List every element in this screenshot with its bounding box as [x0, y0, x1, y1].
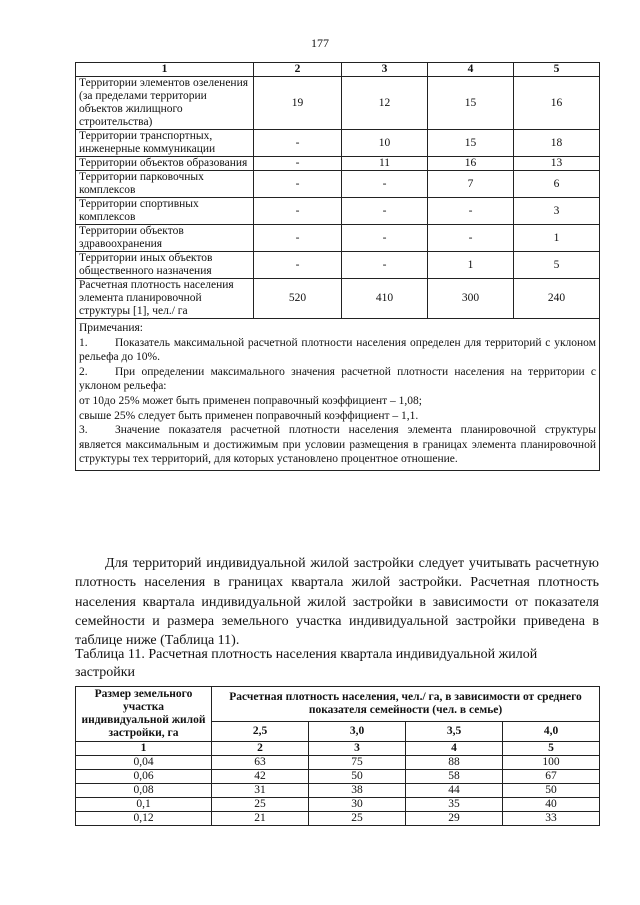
table-cell: -	[342, 171, 428, 198]
table-row	[76, 756, 600, 770]
density-by-plot-table	[75, 686, 600, 826]
note-text: Показатель максимальной расчетной плотности населения определен для территорий с уклоном рельефа до 10%.	[79, 336, 596, 364]
table-cell: 100	[503, 756, 600, 770]
table-cell: 50	[309, 770, 406, 784]
note-2	[79, 365, 596, 394]
table-cell: -	[254, 225, 342, 252]
table-cell: 2	[212, 742, 309, 756]
table-cell: 50	[503, 784, 600, 798]
row-label: Расчетная плотность населения элемента планировочной структуры [1], чел./ га	[76, 279, 254, 319]
table-cell: 44	[406, 784, 503, 798]
table-cell: -	[254, 130, 342, 157]
table-cell: 3	[514, 198, 600, 225]
header-cell: 3,0	[309, 722, 406, 742]
table-row	[76, 770, 600, 784]
table-row	[76, 198, 600, 225]
table-row	[76, 130, 600, 157]
row-label: Территории иных объектов общественного назначения	[76, 252, 254, 279]
header-cell: 4	[428, 63, 514, 77]
table-row	[76, 225, 600, 252]
note-2b: свыше 25% следует быть применен поправочный коэффициент – 1,1.	[79, 409, 419, 422]
header-cell: 4,0	[503, 722, 600, 742]
table-cell: 0,06	[76, 770, 212, 784]
row-label: Территории объектов здравоохранения	[76, 225, 254, 252]
table-cell: 15	[428, 130, 514, 157]
row-label: Территории объектов образования	[76, 157, 254, 171]
table-cell: 29	[406, 812, 503, 826]
note-number: 3.	[79, 424, 88, 437]
table-cell: 58	[406, 770, 503, 784]
table-cell: 3	[309, 742, 406, 756]
table-row	[76, 252, 600, 279]
table-row	[76, 798, 600, 812]
table-cell: 0,1	[76, 798, 212, 812]
table-cell: 21	[212, 812, 309, 826]
table-cell: 7	[428, 171, 514, 198]
table-cell: -	[254, 252, 342, 279]
table-cell: 35	[406, 798, 503, 812]
row-label: Территории элементов озеленения (за пределами территории объектов жилищного строительства)	[76, 77, 254, 130]
note-1	[79, 336, 596, 365]
page-number: 177	[311, 36, 329, 50]
table-cell: 11	[342, 157, 428, 171]
table-cell: 63	[212, 756, 309, 770]
note-number: 1.	[79, 336, 88, 349]
table-cell: 4	[406, 742, 503, 756]
table-cell: 1	[428, 252, 514, 279]
table-cell: 410	[342, 279, 428, 319]
table-row	[76, 279, 600, 319]
table-cell: 88	[406, 756, 503, 770]
table-cell: 300	[428, 279, 514, 319]
table-cell: 18	[514, 130, 600, 157]
table-cell: -	[254, 198, 342, 225]
note-text: Значение показателя расчетной плотности населения элемента планировочной структуры является максимальным и достижимым при условии размещения в границах элемента планировочной структуры тех территорий, для которых установлено процентное отношение.	[79, 424, 596, 466]
table-cell: 240	[514, 279, 600, 319]
table-cell: 25	[212, 798, 309, 812]
density-table	[75, 62, 600, 471]
table-cell: -	[428, 198, 514, 225]
notes-title: Примечания:	[79, 322, 143, 334]
table-cell: 12	[342, 77, 428, 130]
table-cell: 6	[514, 171, 600, 198]
table-cell: -	[254, 157, 342, 171]
table-cell: 15	[428, 77, 514, 130]
table-cell: -	[342, 225, 428, 252]
table-header-row	[76, 63, 600, 77]
table-row	[76, 784, 600, 798]
table-cell: 5	[503, 742, 600, 756]
note-3	[79, 423, 596, 467]
table-cell: -	[342, 252, 428, 279]
table-cell: 1	[76, 742, 212, 756]
row-label: Территории транспортных, инженерные коммуникации	[76, 130, 254, 157]
table-cell: 31	[212, 784, 309, 798]
table-cell: 0,04	[76, 756, 212, 770]
table-caption: Таблица 11. Расчетная плотность населения квартала индивидуальной жилой застройки	[75, 647, 538, 680]
note-text: При определении максимального значения расчетной плотности населения на территории с уклоном рельефа:	[79, 365, 596, 393]
table-cell: 16	[514, 77, 600, 130]
header-cell: 1	[76, 63, 254, 77]
table-cell: 5	[514, 252, 600, 279]
table-cell: 19	[254, 77, 342, 130]
table-cell: 10	[342, 130, 428, 157]
note-number: 2.	[79, 365, 88, 378]
table-cell: 40	[503, 798, 600, 812]
table-cell: 30	[309, 798, 406, 812]
note-2a: от 10до 25% может быть применен поправочный коэффициент – 1,08;	[79, 394, 422, 407]
notes-row	[76, 319, 600, 471]
table-cell: 1	[514, 225, 600, 252]
table-cell: -	[428, 225, 514, 252]
table-cell: 520	[254, 279, 342, 319]
header-cell: 2	[254, 63, 342, 77]
table-row	[76, 77, 600, 130]
table-cell: 0,08	[76, 784, 212, 798]
notes-cell	[76, 319, 600, 471]
row-label: Территории спортивных комплексов	[76, 198, 254, 225]
table-cell: 38	[309, 784, 406, 798]
table-row	[76, 157, 600, 171]
header-cell: 3,5	[406, 722, 503, 742]
table-cell: 0,12	[76, 812, 212, 826]
table-cell: -	[254, 171, 342, 198]
header-cell: 5	[514, 63, 600, 77]
header-cell: Размер земельного участка индивидуальной жилой застройки, га	[76, 687, 212, 742]
table-cell: 75	[309, 756, 406, 770]
row-label: Территории парковочных комплексов	[76, 171, 254, 198]
header-cell: 3	[342, 63, 428, 77]
table-cell: 67	[503, 770, 600, 784]
table-row	[76, 171, 600, 198]
table-cell: 13	[514, 157, 600, 171]
table-cell: 25	[309, 812, 406, 826]
header-cell: 2,5	[212, 722, 309, 742]
table-cell: 42	[212, 770, 309, 784]
group-header-cell: Расчетная плотность населения, чел./ га, в зависимости от среднего показателя семейности (чел. в семье)	[212, 687, 600, 722]
column-number-row	[76, 742, 600, 756]
table-cell: 16	[428, 157, 514, 171]
table-cell: 33	[503, 812, 600, 826]
table-row	[76, 812, 600, 826]
body-paragraph: Для территорий индивидуальной жилой застройки следует учитывать расчетную плотность населения в границах квартала жилой застройки. Расчетная плотность населения квартала индивидуальной жилой застройки в зависимости от показателя семейности и размера земельного участка индивидуальной застройки приведена в таблице ниже (Таблица 11).	[75, 556, 599, 649]
table-header-row	[76, 687, 600, 722]
table-cell: -	[342, 198, 428, 225]
